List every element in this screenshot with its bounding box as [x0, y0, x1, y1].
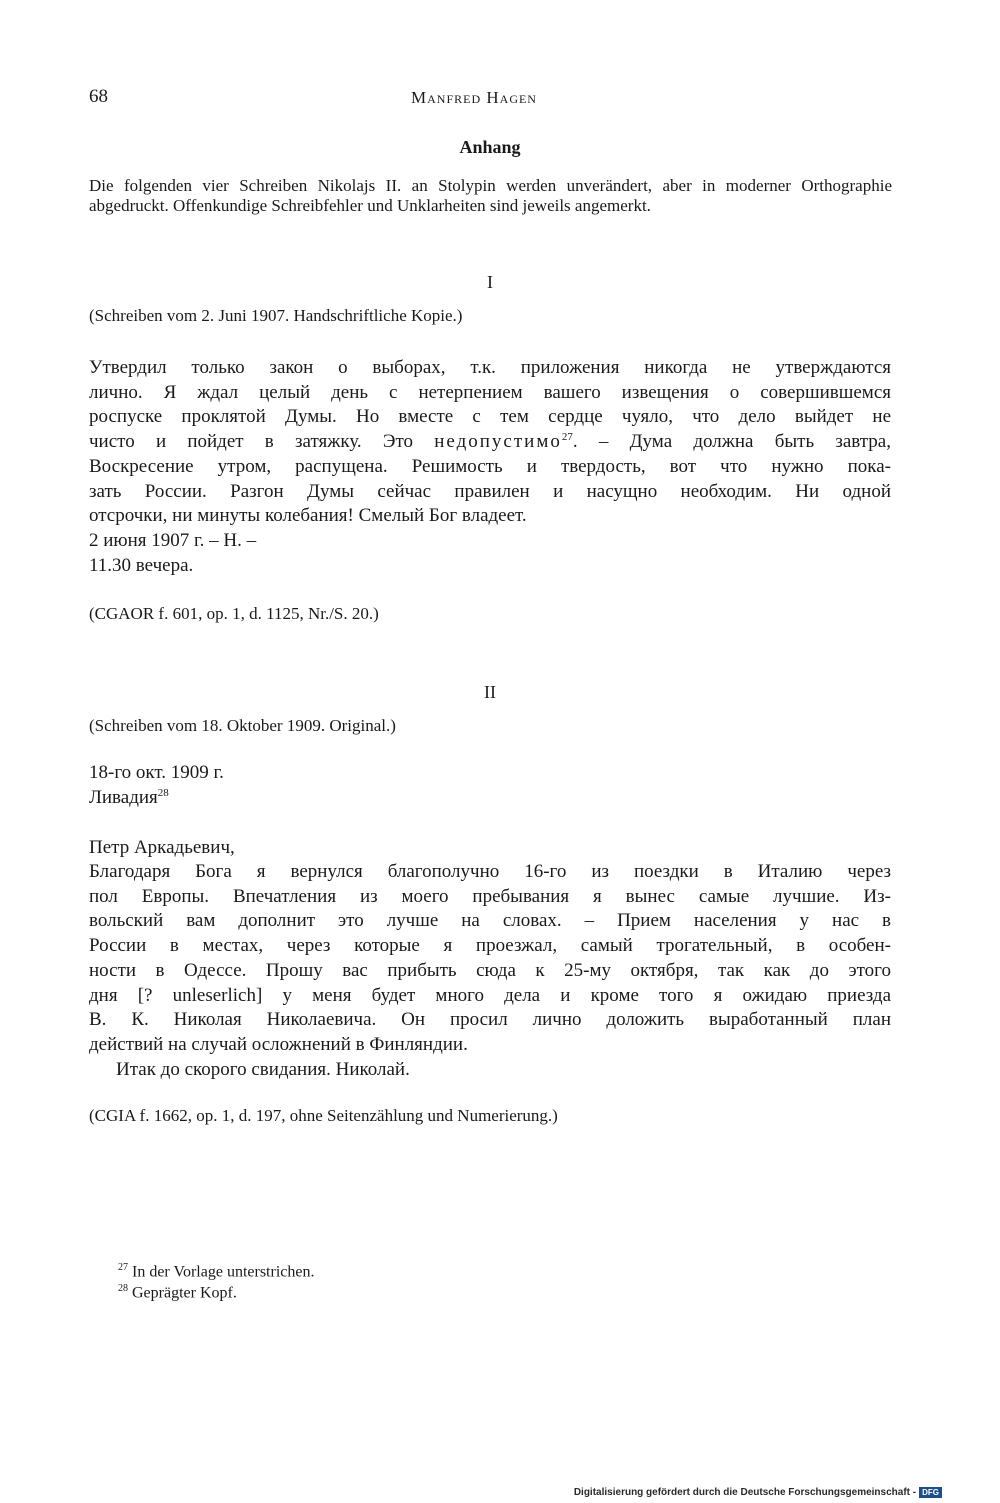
letter2-line: пол Европы. Впечатления из моего пребывания я вынес самые лучшие. Из- — [89, 885, 891, 907]
letter1-source: (CGAOR f. 601, op. 1, d. 1125, Nr./S. 20.) — [89, 604, 379, 623]
letter1-note: (Schreiben vom 2. Juni 1907. Handschriftliche Kopie.) — [89, 306, 463, 325]
page-number: 68 — [89, 86, 108, 107]
letter1-line: зать России. Разгон Думы сейчас правилен и насущно необходим. Ни одной — [89, 480, 891, 502]
letter2-line: вольский вам дополнит это лучше на словах. – Прием населения у нас в — [89, 910, 891, 932]
footnote-text: Geprägter Kopf. — [132, 1284, 237, 1302]
letter2-line: ности в Одессе. Прошу вас прибыть сюда к 25-му октября, так как до этого — [89, 959, 891, 981]
footnote — [118, 1278, 237, 1303]
letter2-date: 18-го окт. 1909 г. — [89, 762, 224, 783]
letter1-body — [89, 356, 891, 529]
footnote-ref: 27 — [561, 431, 573, 444]
letter2-line: В. К. Николая Николаевича. Он просил лично доложить выработанный план — [89, 1009, 891, 1031]
running-head-author: Manfred Hagen — [411, 88, 537, 107]
letter1-date: 2 июня 1907 г. – Н. – — [89, 530, 257, 551]
letter2-note: (Schreiben vom 18. Oktober 1909. Original.) — [89, 716, 396, 735]
footnote-number: 27 — [118, 1262, 128, 1273]
place-name: Ливадия — [89, 787, 158, 808]
letter1-line: лично. Я ждал целый день с нетерпением вашего извещения о совершившемся — [89, 381, 891, 403]
dfg-logo: DFG — [919, 1487, 942, 1498]
letter2-numeral: II — [484, 682, 496, 702]
letter1-time: 11.30 вечера. — [89, 555, 194, 576]
letter2-salutation: Петр Аркадьевич, — [89, 837, 235, 858]
letter2-line: действий на случай осложнений в Финляндии. — [89, 1033, 468, 1055]
credit-text: Digitalisierung gefördert durch die Deutsche Forschungsgemeinschaft - — [573, 1487, 917, 1498]
intro-paragraph: Die folgenden vier Schreiben Nikolajs II. an Stolypin werden unverändert, aber in moderner Orthographie abgedruckt. Offenkundige Schreibfehler und Unklarheiten sind jeweils angemerkt. — [89, 176, 892, 215]
footnote-ref: 28 — [157, 787, 169, 799]
letter1-numeral: I — [487, 272, 493, 292]
text-segment: чисто и пойдет в затяжку. Это — [89, 431, 414, 453]
letter1-line — [89, 430, 891, 455]
letter2-place — [89, 786, 169, 811]
footnote-text: In der Vorlage unterstrichen. — [132, 1263, 315, 1281]
digitization-credit — [574, 1487, 942, 1498]
letter2-body — [89, 860, 891, 1082]
letter2-line: России в местах, через которые я проезжал, самый трогательный, в особен- — [89, 935, 891, 957]
footnote-number: 28 — [118, 1283, 128, 1294]
letter2-closing: Итак до скорого свидания. Николай. — [116, 1058, 410, 1080]
letter2-line: дня [? unleserlich] у меня будет много дела и кроме того я ожидаю приезда — [89, 984, 891, 1006]
letter1-line: Утвердил только закон о выборах, т.к. приложения никогда не утверждаются — [89, 357, 891, 378]
letter1-line: Воскресение утром, распущена. Решимость и твердость, вот что нужно пока- — [89, 455, 891, 477]
letter2-line: Благодаря Бога я вернулся благополучно 16-го из поездки в Италию через — [89, 861, 891, 882]
letter1-line: отсрочки, ни минуты колебания! Смелый Бог владеет. — [89, 505, 527, 527]
letter1-line: роспуске проклятой Думы. Но вместе с тем сердце чуяло, что дело выйдет не — [89, 406, 891, 428]
text-segment: . – Дума должна быть завтра, — [572, 431, 891, 453]
letter2-source: (CGIA f. 1662, op. 1, d. 197, ohne Seitenzählung und Numerierung.) — [89, 1106, 558, 1125]
section-title: Anhang — [459, 137, 521, 157]
emphasized-word: недопустимо — [434, 431, 562, 453]
